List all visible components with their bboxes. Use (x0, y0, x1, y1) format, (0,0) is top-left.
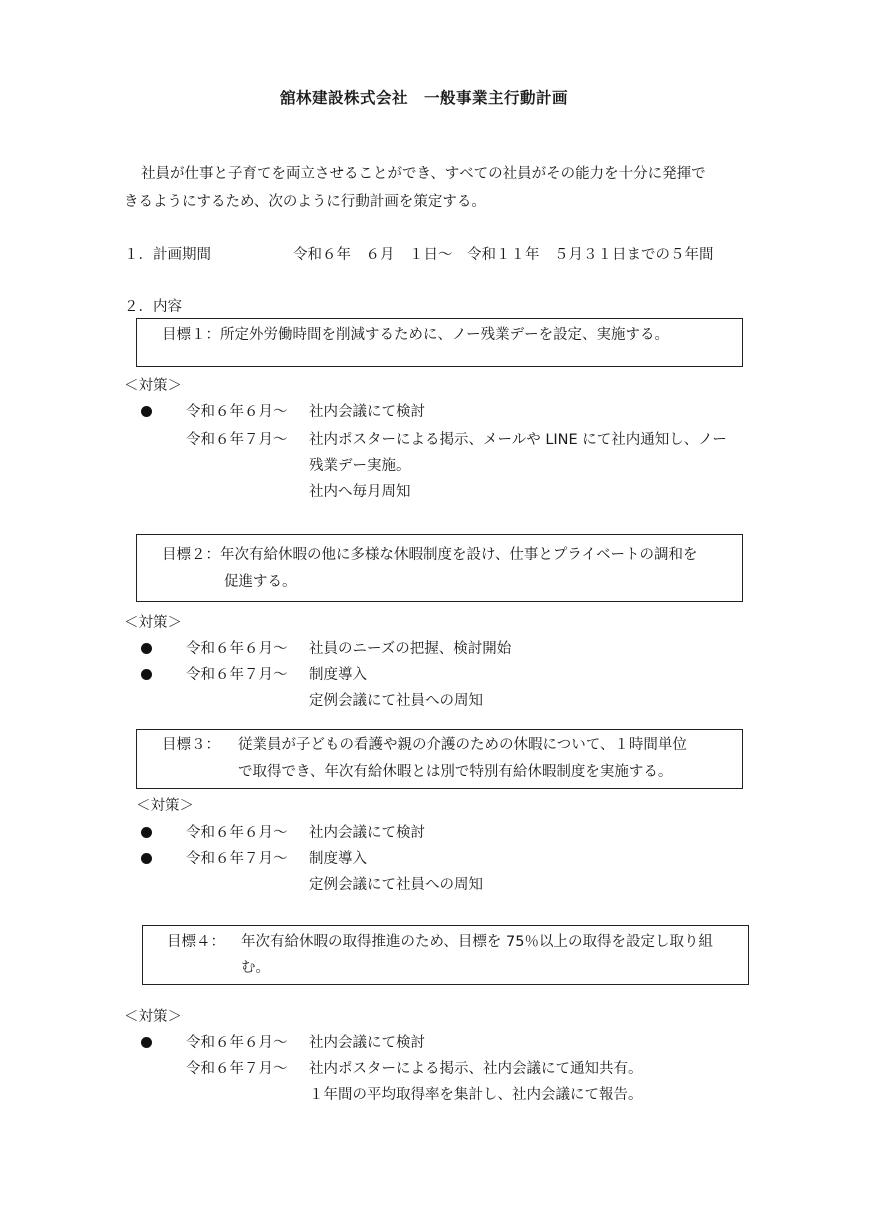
intro-line-2: きるようにするため、次のように行動計画を策定する。 (124, 194, 486, 210)
goal-4-measure-2-text-1: 社内ポスターによる掲示、社内会議にて通知共有。 (309, 1061, 643, 1077)
goal-1-measure-1-text: 社内会議にて検討 (309, 404, 425, 420)
goal-2-measure-2-date: 令和６年７月～ (186, 667, 288, 683)
goal-3-measure-2-date: 令和６年７月～ (186, 851, 288, 867)
goal-1-measures-label: ＜対策＞ (124, 378, 182, 394)
bullet-icon (141, 853, 152, 864)
bullet-icon (141, 1037, 152, 1048)
goal-4-measure-2-text-2: １年間の平均取得率を集計し、社内会議にて報告。 (309, 1087, 643, 1103)
period-label: １．計画期間 (124, 247, 211, 263)
bullet-icon (141, 406, 152, 417)
goal-1-measure-2-text-1: 社内ポスターによる掲示、メールや LINE にて社内通知し、ノー (309, 432, 727, 448)
goal-2-measures-label: ＜対策＞ (124, 615, 182, 631)
goal-4-measures-label: ＜対策＞ (124, 1009, 182, 1025)
goal-3-label: 目標３： (162, 737, 220, 753)
goal-3-measure-2-text-2: 定例会議にて社員への周知 (309, 877, 483, 893)
intro-line-1: 社員が仕事と子育てを両立させることができ、すべての社員がその能力を十分に発揮で (141, 166, 706, 182)
document-title: 舘林建設株式会社 一般事業主行動計画 (280, 89, 569, 107)
goal-3-measure-1-text: 社内会議にて検討 (309, 825, 425, 841)
goal-3-text-1: 従業員が子どもの看護や親の介護のための休暇について、１時間単位 (238, 737, 687, 753)
goal-4-text-1: 年次有給休暇の取得推進のため、目標を 75％以上の取得を設定し取り組 (241, 934, 713, 950)
goal-4-text-2: む。 (241, 960, 270, 976)
goal-3-measure-1-date: 令和６年６月～ (186, 825, 288, 841)
period-value: 令和６年 ６月 １日～ 令和１１年 ５月３１日までの５年間 (293, 247, 714, 263)
bullet-icon (141, 643, 152, 654)
contents-heading: ２．内容 (124, 299, 182, 315)
goal-2-measure-1-text: 社員のニーズの把握、検討開始 (309, 641, 512, 657)
goal-2-measure-1-date: 令和６年６月～ (186, 641, 288, 657)
goal-1-measure-1-date: 令和６年６月～ (186, 404, 288, 420)
bullet-icon (141, 669, 152, 680)
goal-2-text-2: 促進する。 (224, 574, 297, 590)
goal-4-label: 目標４： (167, 934, 225, 950)
goal-2-text-1: 目標２：年次有給休暇の他に多様な休暇制度を設け、仕事とプライベートの調和を (162, 547, 698, 563)
goal-4-measure-2-date: 令和６年７月～ (186, 1061, 288, 1077)
goal-4-measure-1-text: 社内会議にて検討 (309, 1035, 425, 1051)
goal-1-measure-2-date: 令和６年７月～ (186, 432, 288, 448)
goal-1-measure-2-text-3: 社内へ毎月周知 (309, 484, 411, 500)
goal-3-measure-2-text-1: 制度導入 (309, 851, 367, 867)
goal-3-text-2: で取得でき、年次有給休暇とは別で特別有給休暇制度を実施する。 (238, 764, 673, 780)
goal-2-measure-2-text-1: 制度導入 (309, 667, 367, 683)
goal-3-measures-label: ＜対策＞ (136, 798, 194, 814)
goal-2-measure-2-text-2: 定例会議にて社員への周知 (309, 693, 483, 709)
goal-1-text: 目標１：所定外労働時間を削減するために、ノー残業デーを設定、実施する。 (162, 327, 670, 343)
goal-4-measure-1-date: 令和６年６月～ (186, 1035, 288, 1051)
goal-1-measure-2-text-2: 残業デー実施。 (309, 458, 411, 474)
bullet-icon (141, 827, 152, 838)
